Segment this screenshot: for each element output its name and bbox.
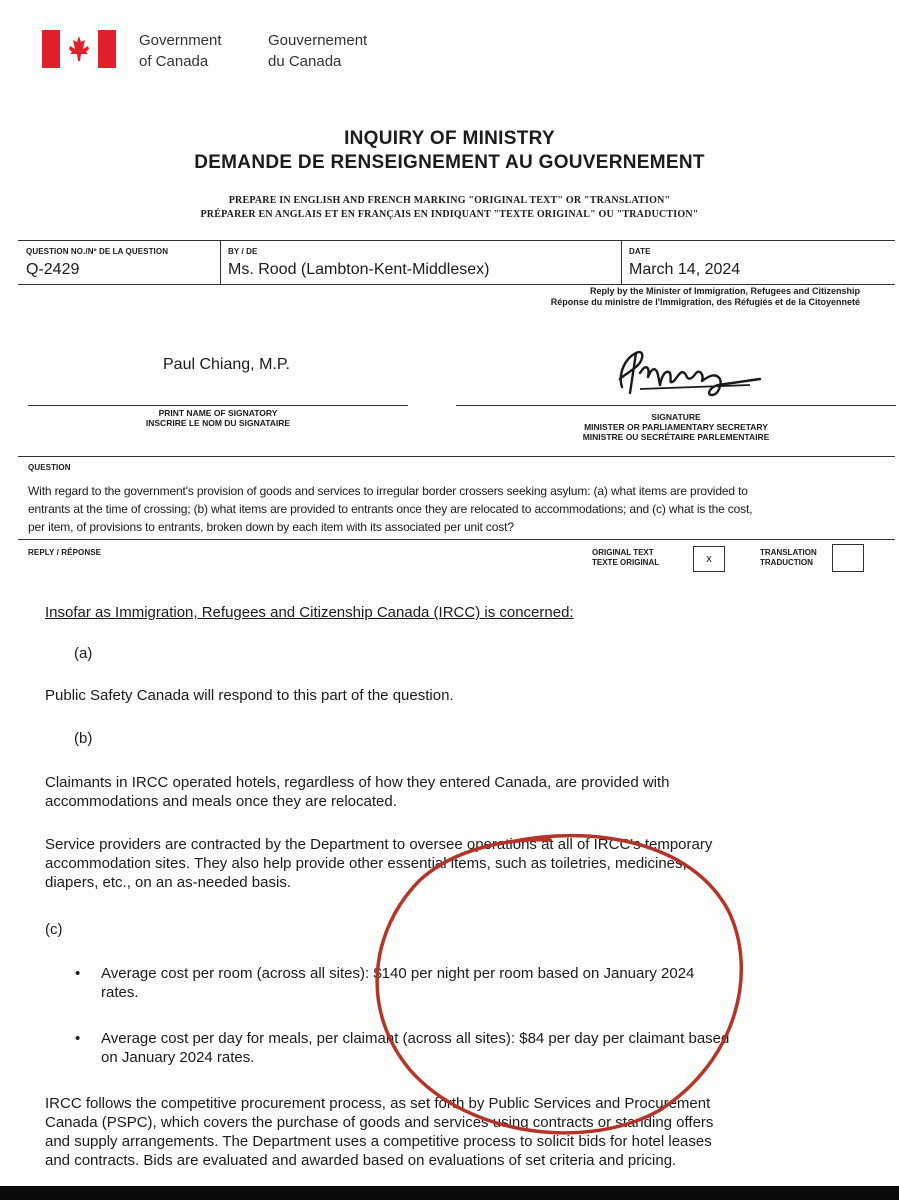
reply-by: Reply by the Minister of Immigration, Refugees and Citizenship Réponse du ministre de l'Immigration, des Réfugiés et de la Citoyenneté [550, 286, 860, 307]
bottom-bar [0, 1186, 899, 1200]
original-text-label: ORIGINAL TEXT TEXTE ORIGINAL [592, 548, 660, 567]
part-b-paragraph-1: Claimants in IRCC operated hotels, regardless of how they entered Canada, are provided with accommodations and meals once they are relocated. [45, 774, 670, 810]
by-label: BY / DE [228, 247, 258, 256]
part-a-text: Public Safety Canada will respond to this part of the question. [45, 687, 454, 704]
handwritten-signature [600, 345, 770, 405]
part-c-label: (c) [45, 921, 63, 938]
part-b-paragraph-2: Service providers are contracted by the Department to oversee operations at all of IRCC's temporary accommodation sites. They also help provide other essential items, such as toiletries, medicines, diapers, etc., on an as-needed basis. [45, 836, 713, 891]
translation-label: TRANSLATION TRADUCTION [760, 548, 817, 567]
fields-divider-1 [220, 240, 221, 284]
title-fr: DEMANDE DE RENSEIGNEMENT AU GOUVERNEMENT [194, 152, 705, 173]
procurement-paragraph: IRCC follows the competitive procurement process, as set forth by Public Services and Procurement Canada (PSPC), which covers the purchase of goods and services using contracts or standing offers and supply arrangements. The Department uses a competitive process to solicit bids for hotel leases and contracts. Bids are evaluated and awarded based on evaluations of set criteria and pricing. [45, 1095, 714, 1169]
signature-line [456, 405, 896, 406]
question-number: Q-2429 [26, 261, 80, 278]
reply-top-border [18, 539, 895, 540]
fields-bottom-border [18, 284, 895, 285]
question-label: QUESTION [28, 463, 71, 472]
government-of-canada-en: Government of Canada [139, 32, 222, 70]
part-b-label: (b) [74, 730, 93, 747]
bullet-meal-cost: Average cost per day for meals, per claimant (across all sites): $84 per day per claimant based on January 2024 rates. [101, 1030, 730, 1066]
translation-checkbox[interactable] [832, 544, 864, 572]
signatory-name: Paul Chiang, M.P. [163, 356, 290, 373]
print-name-line [28, 405, 408, 406]
bullet-icon: • [75, 1030, 81, 1047]
fields-top-border [18, 240, 895, 241]
asked-by: Ms. Rood (Lambton-Kent-Middlesex) [228, 261, 490, 278]
date-value: March 14, 2024 [629, 261, 741, 278]
signature-label: SIGNATURE MINISTER OR PARLIAMENTARY SECRETARY MINISTRE OU SECRÉTAIRE PARLEMENTAIRE [582, 412, 770, 442]
date-label: DATE [629, 247, 651, 256]
question-no-label: QUESTION NO./Nº DE LA QUESTION [26, 247, 169, 256]
question-text: With regard to the government's provision of goods and services to irregular border crossers seeking asylum: (a) what items are provided to entrants at the time of crossing; (b) what items are provided to entrants once they are relocated to accommodations; and (c) what is the cost, per item, of provisions to entrants, broken down by each item with its associated per unit cost? [28, 484, 753, 534]
government-of-canada-fr: Gouvernement du Canada [268, 32, 368, 70]
bullet-icon: • [75, 965, 81, 982]
canada-flag-icon [42, 30, 116, 68]
prepare-instruction-fr: PRÉPARER EN ANGLAIS ET EN FRANÇAIS EN INDIQUANT "TEXTE ORIGINAL" OU "TRADUCTION" [200, 209, 699, 220]
title-en: INQUIRY OF MINISTRY [344, 128, 555, 149]
answer-intro: Insofar as Immigration, Refugees and Citizenship Canada (IRCC) is concerned: [45, 604, 574, 621]
bullet-room-cost: Average cost per room (across all sites): $140 per night per room based on January 2024 rates. [101, 965, 695, 1001]
red-circle-annotation [360, 820, 760, 1150]
part-a-label: (a) [74, 645, 93, 662]
original-text-checkbox[interactable]: x [693, 546, 725, 572]
prepare-instruction-en: PREPARE IN ENGLISH AND FRENCH MARKING "ORIGINAL TEXT" OR "TRANSLATION" [228, 195, 671, 206]
question-top-border [18, 456, 895, 457]
reply-label: REPLY / RÉPONSE [28, 548, 102, 557]
print-name-label: PRINT NAME OF SIGNATORY INSCRIRE LE NOM DU SIGNATAIRE [145, 408, 291, 428]
fields-divider-2 [621, 240, 622, 284]
